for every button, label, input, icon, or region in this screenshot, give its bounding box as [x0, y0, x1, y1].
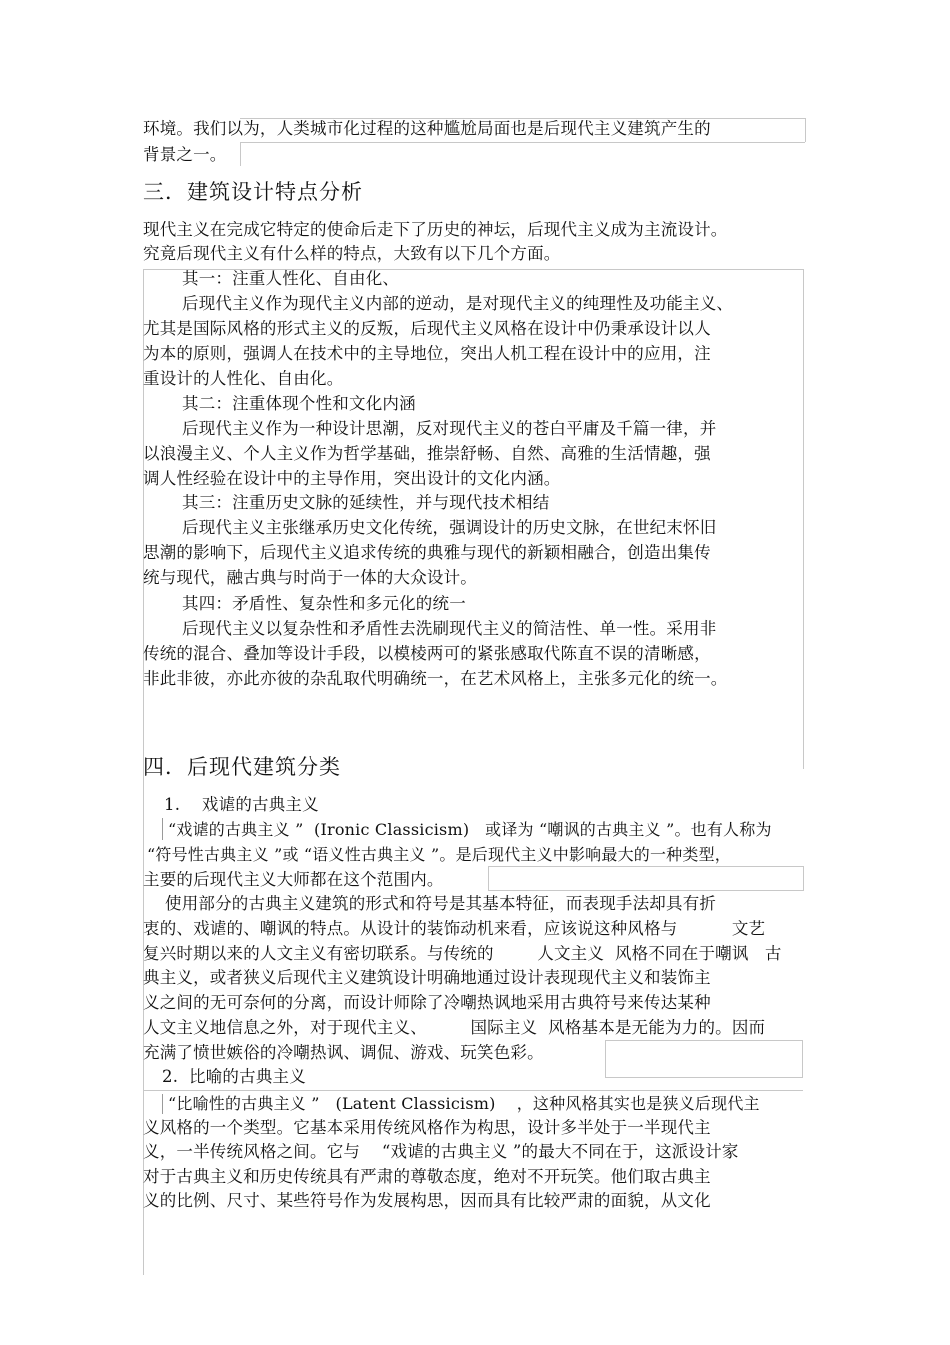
body-line: 究竟后现代主义有什么样的特点，大致有以下几个方面。 [143, 244, 561, 263]
body-line: 现代主义在完成它特定的使命后走下了历史的神坛，后现代主义成为主流设计。 [143, 220, 728, 239]
body-line: 后现代主义主张继承历史文化传统，强调设计的历史文脉，在世纪末怀旧 [182, 518, 717, 537]
body-line: 重设计的人性化、自由化。 [143, 369, 344, 388]
body-line: 衷的、戏谑的、嘲讽的特点。从设计的装饰动机来看，应该说这种风格与 文艺 [143, 919, 766, 938]
frame-box [605, 1040, 803, 1078]
subsection-title: 1. 戏谑的古典主义 [164, 795, 319, 814]
cursor-mark [162, 818, 163, 840]
body-line: 环境。我们以为，人类城市化过程的这种尴尬局面也是后现代主义建筑产生的 [143, 119, 711, 138]
frame-line [240, 142, 805, 143]
body-line: 思潮的影响下，后现代主义追求传统的典雅与现代的新颖相融合，创造出集传 [143, 543, 711, 562]
body-line: 义，一半传统风格之间。它与 “戏谑的古典主义 ”的最大不同在于，这派设计家 [143, 1142, 739, 1161]
subsection-title: 2. 比喻的古典主义 [162, 1067, 306, 1086]
body-line: 后现代主义以复杂性和矛盾性去洗刷现代主义的简洁性、单一性。采用非 [182, 619, 717, 638]
body-line: 典主义，或者狭义后现代主义建筑设计明确地通过设计表现现代主义和装饰主 [143, 968, 711, 987]
cursor-mark [162, 1094, 163, 1114]
body-line: 对于古典主义和历史传统具有严肃的尊敬态度，绝对不开玩笑。他们取古典主 [143, 1167, 711, 1186]
frame-box [488, 866, 804, 891]
body-line: 使用部分的古典主义建筑的形式和符号是其基本特征，而表现手法却具有折 [165, 894, 717, 913]
body-line: 后现代主义作为一种设计思潮，反对现代主义的苍白平庸及千篇一律，并 [182, 419, 717, 438]
body-line: “比喻性的古典主义 ” (Latent Classicism) ，这种风格其实也是狭义后现代主 [168, 1094, 760, 1113]
feature-title: 其三：注重历史文脉的延续性，并与现代技术相结 [182, 493, 550, 512]
body-line: 复兴时期以来的人文主义有密切联系。与传统的 人文主义 风格不同在于嘲讽 古 [143, 944, 782, 963]
body-line: 以浪漫主义、个人主义作为哲学基础，推崇舒畅、自然、高雅的生活情趣，强 [143, 444, 711, 463]
section-heading: 四．后现代建筑分类 [143, 755, 341, 779]
frame-line [143, 1090, 803, 1091]
body-line: 调人性经验在设计中的主导作用，突出设计的文化内涵。 [143, 469, 561, 488]
body-line: 尤其是国际风格的形式主义的反叛，后现代主义风格在设计中仍秉承设计以人 [143, 319, 711, 338]
body-line: 背景之一。 [143, 145, 227, 164]
body-line: 统与现代，融古典与时尚于一体的大众设计。 [143, 568, 477, 587]
body-line: “符号性古典主义 ”或 “语义性古典主义 ”。是后现代主义中影响最大的一种类型， [147, 845, 731, 864]
feature-title: 其二：注重体现个性和文化内涵 [182, 394, 416, 413]
body-line: 人文主义地信息之外，对于现代主义、 国际主义 风格基本是无能为力的。因而 [143, 1018, 766, 1037]
body-line: 义风格的一个类型。它基本采用传统风格作为构思，设计多半处于一半现代主 [143, 1118, 711, 1137]
body-line: 义之间的无可奈何的分离，而设计师除了冷嘲热讽地采用古典符号来传达某种 [143, 993, 711, 1012]
body-line: 义的比例、尺寸、某些符号作为发展构思，因而具有比较严肃的面貌，从文化 [143, 1191, 711, 1210]
body-line: 为本的原则，强调人在技术中的主导地位，突出人机工程在设计中的应用，注 [143, 344, 711, 363]
body-line: 主要的后现代主义大师都在这个范围内。 [143, 870, 444, 889]
body-line: “戏谑的古典主义 ” (Ironic Classicism) 或译为 “嘲讽的古典主义 ”。也有人称为 [168, 820, 772, 839]
body-line: 后现代主义作为现代主义内部的逆动，是对现代主义的纯理性及功能主义、 [182, 294, 734, 313]
frame-line [803, 269, 804, 769]
frame-line [240, 142, 241, 166]
body-line: 非此非彼，亦此亦彼的杂乱取代明确统一，在艺术风格上，主张多元化的统一。 [143, 669, 728, 688]
frame-line [805, 118, 806, 142]
section-heading: 三．建筑设计特点分析 [143, 180, 363, 204]
body-line: 传统的混合、叠加等设计手段，以模棱两可的紧张感取代陈直不误的清晰感， [143, 644, 711, 663]
feature-title: 其一：注重人性化、自由化、 [182, 269, 400, 288]
feature-title: 其四：矛盾性、复杂性和多元化的统一 [182, 594, 466, 613]
body-line: 充满了愤世嫉俗的冷嘲热讽、调侃、游戏、玩笑色彩。 [143, 1043, 544, 1062]
